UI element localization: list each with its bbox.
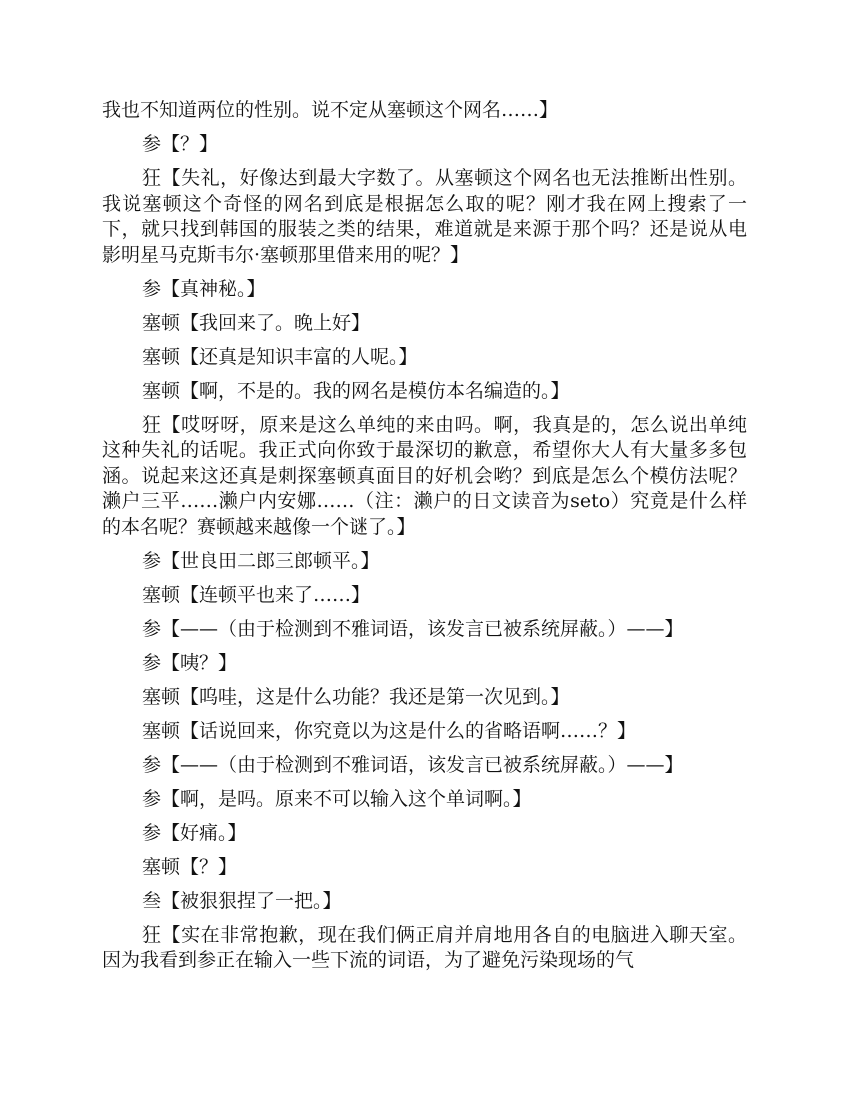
paragraph-continuation: 我也不知道两位的性别。说不定从塞顿这个网名……】 <box>102 99 559 121</box>
chat-line: 狂【失礼，好像达到最大字数了。从塞顿这个网名也无法推断出性别。我说塞顿这个奇怪的网名到底是根据怎么取的呢？刚才我在网上搜索了一下，就只找到韩国的服装之类的结果，难道就是来源于那个吗？还是说从电影明星马克斯韦尔·塞顿那里借来用的呢？】 <box>102 167 747 266</box>
chat-line: 塞顿【还真是知识丰富的人呢。】 <box>142 345 418 368</box>
chat-line: 狂【哎呀呀，原来是这么单纯的来由吗。啊，我真是的，怎么说出单纯这种失礼的话呢。我正式向你致于最深切的歉意，希望你大人有大量多多包涵。说起来这还真是刺探塞顿真面目的好机会哟？到底是怎么个模仿法呢？濑户三平……濑户内安娜……（注：濑户的日文读音为seto）究竟是什么样的本名呢？赛顿越来越像一个谜了。】 <box>102 413 747 538</box>
chat-line: 塞顿【？】 <box>142 855 238 878</box>
chat-line: 塞顿【连顿平也来了……】 <box>142 583 371 606</box>
chat-line: 塞顿【呜哇，这是什么功能？我还是第一次见到。】 <box>142 685 570 708</box>
chat-line: 参【咦？】 <box>142 651 238 674</box>
chat-line: 塞顿【啊，不是的。我的网名是模仿本名编造的。】 <box>142 379 570 402</box>
chat-line: 塞顿【我回来了。晚上好】 <box>142 311 371 334</box>
chat-line: 狂【实在非常抱歉，现在我们俩正肩并肩地用各自的电脑进入聊天室。因为我看到参正在输入一些下流的词语，为了避免污染现场的气 <box>102 923 747 971</box>
chat-line: 参【真神秘。】 <box>142 277 266 300</box>
chat-line: 参【——（由于检测到不雅词语，该发言已被系统屏蔽。）——】 <box>142 753 684 776</box>
chat-line: 塞顿【话说回来，你究竟以为这是什么的省略语啊……？】 <box>142 719 637 742</box>
chat-line: 参【啊，是吗。原来不可以输入这个单词啊。】 <box>142 787 532 810</box>
chat-line: 参【？】 <box>142 133 219 155</box>
chat-line: 参【世良田二郎三郎顿平。】 <box>142 549 380 572</box>
document-page <box>102 98 747 982</box>
chat-line: 参【好痛。】 <box>142 821 247 844</box>
chat-line: 参【——（由于检测到不雅词语，该发言已被系统屏蔽。）——】 <box>142 617 684 640</box>
chat-line: 叁【被狠狠捏了一把。】 <box>142 889 342 912</box>
